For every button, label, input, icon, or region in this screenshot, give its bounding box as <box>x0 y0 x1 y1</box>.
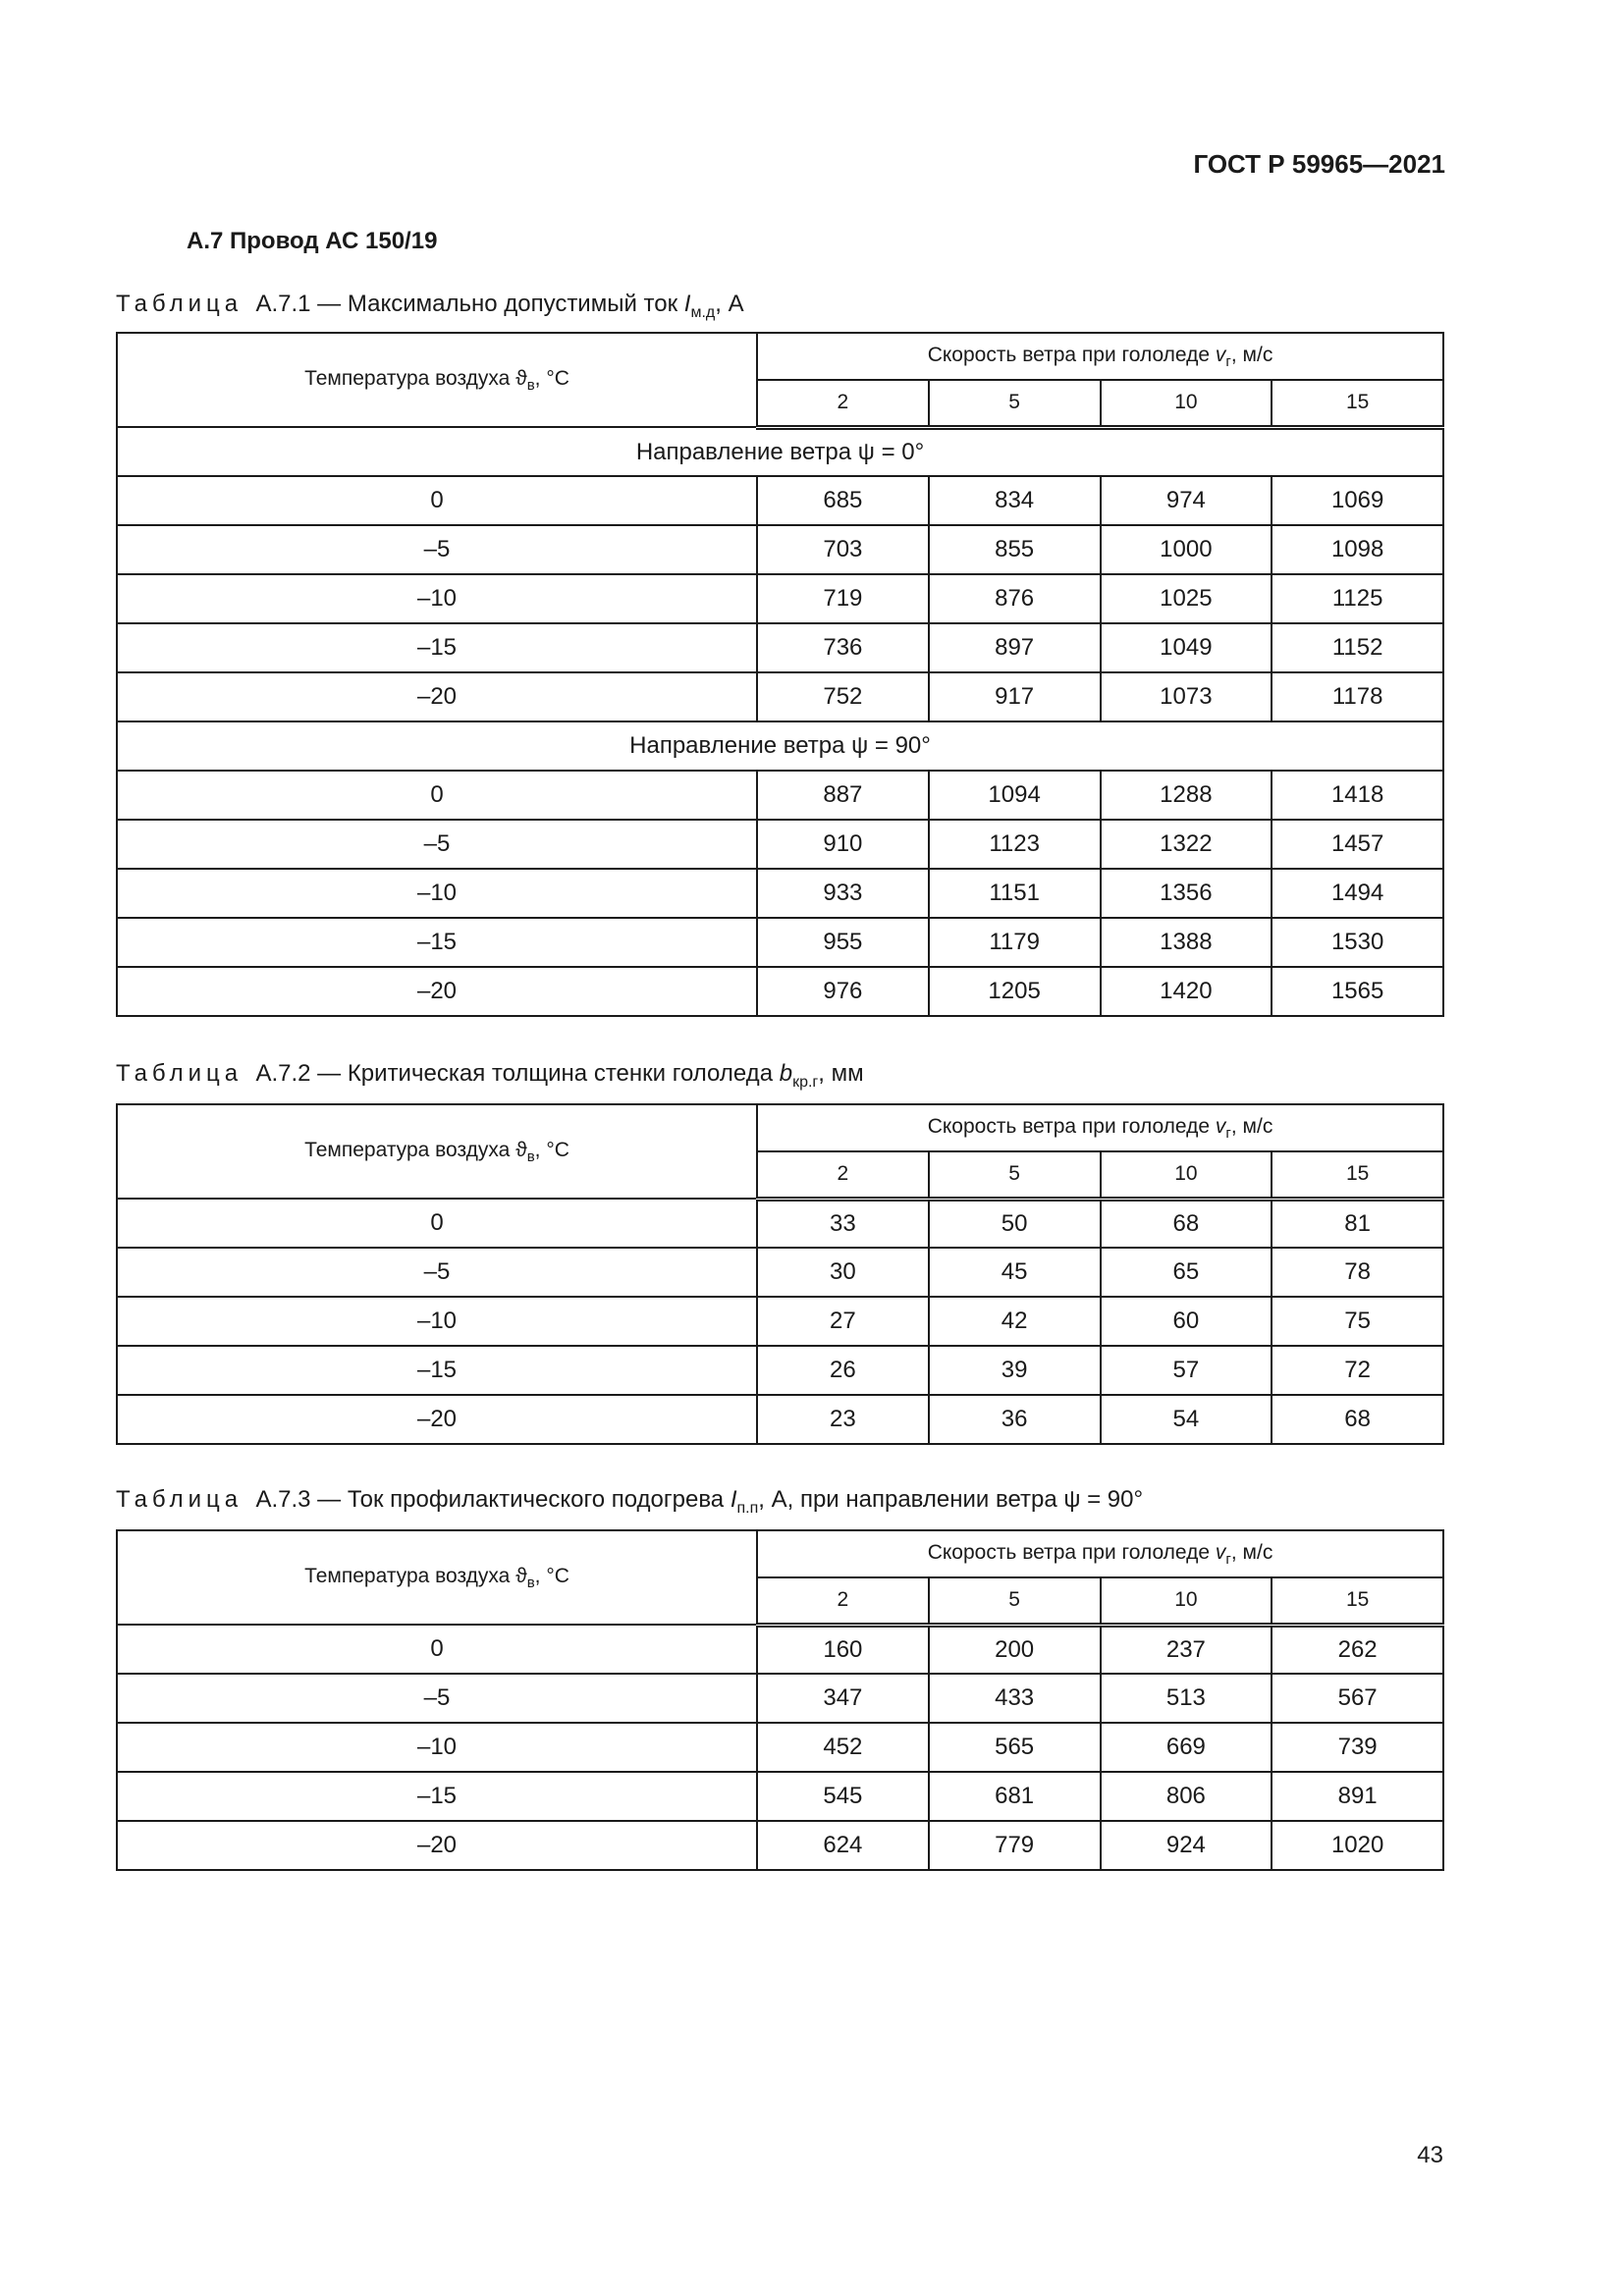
speed-value-header: 5 <box>929 1151 1101 1199</box>
value-cell: 736 <box>757 623 929 672</box>
value-cell: 36 <box>929 1395 1101 1444</box>
value-cell: 933 <box>757 869 929 918</box>
table-row <box>117 574 1443 623</box>
temperature-cell: 0 <box>117 771 757 820</box>
value-cell: 200 <box>929 1625 1101 1674</box>
value-cell: 23 <box>757 1395 929 1444</box>
value-cell: 719 <box>757 574 929 623</box>
temperature-cell: –10 <box>117 1297 757 1346</box>
table1-temperature-header <box>117 333 757 427</box>
temperature-cell: –15 <box>117 1346 757 1395</box>
table-row <box>117 525 1443 574</box>
value-cell: 452 <box>757 1723 929 1772</box>
group-row <box>117 721 1443 771</box>
value-cell: 1179 <box>929 918 1101 967</box>
temperature-cell: 0 <box>117 1199 757 1248</box>
value-cell: 39 <box>929 1346 1101 1395</box>
temperature-cell: –10 <box>117 574 757 623</box>
value-cell: 1356 <box>1101 869 1272 918</box>
value-cell: 68 <box>1272 1395 1443 1444</box>
value-cell: 1418 <box>1272 771 1443 820</box>
value-cell: 78 <box>1272 1248 1443 1297</box>
table-row <box>117 1199 1443 1248</box>
value-cell: 779 <box>929 1821 1101 1870</box>
value-cell: 887 <box>757 771 929 820</box>
value-cell: 1457 <box>1272 820 1443 869</box>
table-row <box>117 869 1443 918</box>
speed-value-header: 5 <box>929 380 1101 427</box>
table1 <box>116 332 1444 1017</box>
value-cell: 262 <box>1272 1625 1443 1674</box>
speed-value-header: 5 <box>929 1577 1101 1625</box>
value-cell: 1288 <box>1101 771 1272 820</box>
temp-label: Температура воздуха ϑ <box>304 1564 527 1587</box>
value-cell: 1020 <box>1272 1821 1443 1870</box>
table-row <box>117 1625 1443 1674</box>
speed-var: v <box>1215 343 1226 366</box>
value-cell: 54 <box>1101 1395 1272 1444</box>
table3-caption-sub: п.п <box>736 1500 759 1517</box>
value-cell: 433 <box>929 1674 1101 1723</box>
value-cell: 160 <box>757 1625 929 1674</box>
value-cell: 1152 <box>1272 623 1443 672</box>
temperature-cell: 0 <box>117 1625 757 1674</box>
table2-caption <box>116 1060 864 1092</box>
table1-speed-header <box>757 333 1443 380</box>
value-cell: 681 <box>929 1772 1101 1821</box>
speed-value-header: 2 <box>757 380 929 427</box>
wind-direction-label: Направление ветра ψ = 0° <box>117 427 1443 476</box>
section-title: А.7 Провод АС 150/19 <box>187 228 438 254</box>
speed-label: Скорость ветра при гололеде <box>927 343 1216 366</box>
value-cell: 1205 <box>929 967 1101 1016</box>
value-cell: 45 <box>929 1248 1101 1297</box>
speed-value-header: 2 <box>757 1577 929 1625</box>
table3-temperature-header <box>117 1530 757 1625</box>
value-cell: 974 <box>1101 476 1272 525</box>
temperature-cell: –10 <box>117 869 757 918</box>
value-cell: 924 <box>1101 1821 1272 1870</box>
value-cell: 1123 <box>929 820 1101 869</box>
value-cell: 703 <box>757 525 929 574</box>
table-row <box>117 967 1443 1016</box>
speed-var: v <box>1215 1540 1226 1564</box>
value-cell: 237 <box>1101 1625 1272 1674</box>
document-standard-number: ГОСТ Р 59965—2021 <box>1193 149 1445 179</box>
value-cell: 1094 <box>929 771 1101 820</box>
value-cell: 917 <box>929 672 1101 721</box>
value-cell: 60 <box>1101 1297 1272 1346</box>
temperature-cell: –15 <box>117 623 757 672</box>
temperature-cell: –15 <box>117 1772 757 1821</box>
table2-caption-var: b <box>779 1060 793 1087</box>
temp-unit: , °С <box>534 1564 569 1587</box>
table-row <box>117 1723 1443 1772</box>
table2-caption-sub: кр.г <box>792 1074 819 1091</box>
table-row <box>117 1821 1443 1870</box>
table1-caption-text: А.7.1 — Максимально допустимый ток <box>255 291 684 317</box>
speed-unit: , м/с <box>1230 343 1273 366</box>
value-cell: 72 <box>1272 1346 1443 1395</box>
table2-caption-unit: , мм <box>818 1060 864 1087</box>
value-cell: 855 <box>929 525 1101 574</box>
value-cell: 42 <box>929 1297 1101 1346</box>
table3-caption <box>116 1486 1143 1518</box>
value-cell: 739 <box>1272 1723 1443 1772</box>
speed-value-header: 15 <box>1272 380 1443 427</box>
value-cell: 752 <box>757 672 929 721</box>
temp-unit: , °С <box>534 1138 569 1161</box>
value-cell: 1125 <box>1272 574 1443 623</box>
table-row <box>117 1346 1443 1395</box>
table1-caption-unit: , А <box>715 291 744 317</box>
speed-value-header: 15 <box>1272 1577 1443 1625</box>
value-cell: 1049 <box>1101 623 1272 672</box>
temperature-cell: –5 <box>117 1248 757 1297</box>
speed-label: Скорость ветра при гололеде <box>927 1540 1216 1564</box>
speed-unit: , м/с <box>1230 1114 1273 1138</box>
value-cell: 1098 <box>1272 525 1443 574</box>
value-cell: 75 <box>1272 1297 1443 1346</box>
table2-speed-header <box>757 1104 1443 1151</box>
group-row <box>117 427 1443 476</box>
temperature-cell: –10 <box>117 1723 757 1772</box>
table3 <box>116 1529 1444 1871</box>
table-row <box>117 1297 1443 1346</box>
table-row <box>117 1674 1443 1723</box>
value-cell: 1388 <box>1101 918 1272 967</box>
value-cell: 834 <box>929 476 1101 525</box>
value-cell: 33 <box>757 1199 929 1248</box>
value-cell: 68 <box>1101 1199 1272 1248</box>
table-row <box>117 476 1443 525</box>
table-row <box>117 623 1443 672</box>
speed-value-header: 2 <box>757 1151 929 1199</box>
table1-caption <box>116 291 744 322</box>
temp-sub: в <box>526 376 535 394</box>
table3-caption-var: I <box>730 1486 737 1513</box>
value-cell: 1178 <box>1272 672 1443 721</box>
table2 <box>116 1103 1444 1445</box>
table-row <box>117 1248 1443 1297</box>
temp-label: Температура воздуха ϑ <box>304 366 527 390</box>
value-cell: 347 <box>757 1674 929 1723</box>
temp-label: Температура воздуха ϑ <box>304 1138 527 1161</box>
table2-caption-word: Таблица <box>116 1060 244 1087</box>
value-cell: 1069 <box>1272 476 1443 525</box>
table3-caption-text: А.7.3 — Ток профилактического подогрева <box>255 1486 731 1513</box>
value-cell: 26 <box>757 1346 929 1395</box>
speed-value-header: 10 <box>1101 1577 1272 1625</box>
value-cell: 685 <box>757 476 929 525</box>
value-cell: 1565 <box>1272 967 1443 1016</box>
speed-unit: , м/с <box>1230 1540 1273 1564</box>
speed-label: Скорость ветра при гололеде <box>927 1114 1216 1138</box>
value-cell: 1151 <box>929 869 1101 918</box>
table-row <box>117 918 1443 967</box>
table3-speed-header <box>757 1530 1443 1577</box>
value-cell: 1530 <box>1272 918 1443 967</box>
table2-body <box>117 1199 1443 1444</box>
speed-sub: г <box>1225 352 1231 370</box>
table-row <box>117 771 1443 820</box>
speed-value-header: 10 <box>1101 380 1272 427</box>
table-row <box>117 820 1443 869</box>
value-cell: 27 <box>757 1297 929 1346</box>
table3-body <box>117 1625 1443 1870</box>
temperature-cell: –5 <box>117 525 757 574</box>
speed-sub: г <box>1225 1550 1231 1568</box>
table3-caption-word: Таблица <box>116 1486 244 1513</box>
temperature-cell: –20 <box>117 1395 757 1444</box>
temperature-cell: –5 <box>117 1674 757 1723</box>
page-number: 43 <box>1417 2142 1443 2168</box>
value-cell: 806 <box>1101 1772 1272 1821</box>
value-cell: 891 <box>1272 1772 1443 1821</box>
table1-caption-sub: м.д <box>690 304 716 321</box>
table-row <box>117 1772 1443 1821</box>
temp-sub: в <box>526 1574 535 1591</box>
value-cell: 1000 <box>1101 525 1272 574</box>
value-cell: 65 <box>1101 1248 1272 1297</box>
temperature-cell: –15 <box>117 918 757 967</box>
value-cell: 976 <box>757 967 929 1016</box>
value-cell: 876 <box>929 574 1101 623</box>
value-cell: 1494 <box>1272 869 1443 918</box>
value-cell: 81 <box>1272 1199 1443 1248</box>
value-cell: 1322 <box>1101 820 1272 869</box>
table2-temperature-header <box>117 1104 757 1199</box>
speed-var: v <box>1215 1114 1226 1138</box>
table2-caption-text: А.7.2 — Критическая толщина стенки гололеда <box>255 1060 780 1087</box>
temperature-cell: –5 <box>117 820 757 869</box>
value-cell: 30 <box>757 1248 929 1297</box>
value-cell: 1420 <box>1101 967 1272 1016</box>
value-cell: 513 <box>1101 1674 1272 1723</box>
temperature-cell: 0 <box>117 476 757 525</box>
value-cell: 545 <box>757 1772 929 1821</box>
value-cell: 669 <box>1101 1723 1272 1772</box>
value-cell: 50 <box>929 1199 1101 1248</box>
table1-caption-word: Таблица <box>116 291 244 317</box>
speed-value-header: 10 <box>1101 1151 1272 1199</box>
value-cell: 955 <box>757 918 929 967</box>
temperature-cell: –20 <box>117 1821 757 1870</box>
temperature-cell: –20 <box>117 672 757 721</box>
table3-caption-unit: , А, при направлении ветра ψ = 90° <box>758 1486 1144 1513</box>
value-cell: 910 <box>757 820 929 869</box>
speed-sub: г <box>1225 1124 1231 1142</box>
table-row <box>117 672 1443 721</box>
temp-sub: в <box>526 1148 535 1165</box>
value-cell: 565 <box>929 1723 1101 1772</box>
value-cell: 567 <box>1272 1674 1443 1723</box>
value-cell: 1025 <box>1101 574 1272 623</box>
table1-body <box>117 427 1443 1016</box>
table-row <box>117 1395 1443 1444</box>
value-cell: 897 <box>929 623 1101 672</box>
speed-value-header: 15 <box>1272 1151 1443 1199</box>
temperature-cell: –20 <box>117 967 757 1016</box>
value-cell: 624 <box>757 1821 929 1870</box>
table1-caption-var: I <box>683 291 691 317</box>
wind-direction-label: Направление ветра ψ = 90° <box>117 721 1443 771</box>
temp-unit: , °С <box>534 366 569 390</box>
value-cell: 57 <box>1101 1346 1272 1395</box>
value-cell: 1073 <box>1101 672 1272 721</box>
